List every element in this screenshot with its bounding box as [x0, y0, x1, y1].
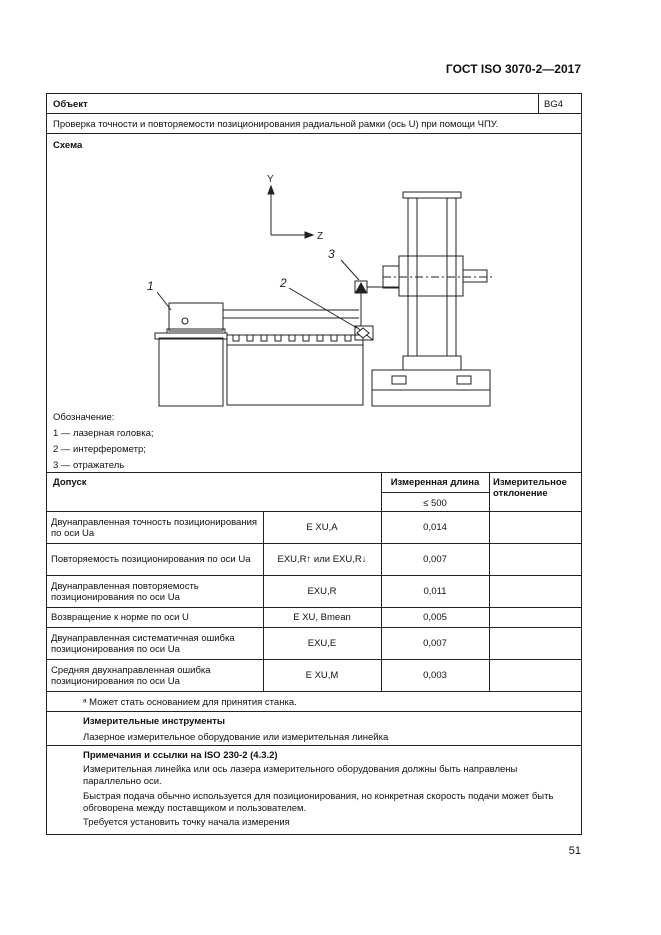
row-name: Возвращение к норме по оси U — [51, 612, 189, 623]
legend-title: Обозначение: — [53, 412, 115, 423]
legend-item-3: 3 — отражатель — [53, 460, 125, 471]
table-row — [47, 576, 581, 608]
instruments-section — [47, 712, 581, 746]
tolerance-label: Допуск — [53, 477, 87, 488]
footnote-row — [47, 692, 581, 712]
object-text: Проверка точности и повторяемости позиционирования радиальной рамки (ось U) при помощи ЧПУ. — [53, 119, 499, 130]
legend-item-2: 2 — интерферометр; — [53, 444, 146, 455]
length-column-value: ≤ 500 — [423, 498, 447, 509]
legend-item-1: 1 — лазерная головка; — [53, 428, 154, 439]
object-header-row — [47, 94, 581, 114]
row-symbol: E XU,A — [306, 522, 338, 533]
row-value: 0,005 — [423, 612, 447, 623]
notes-paragraph-1: Измерительная линейка или ось лазера измерительного оборудования должны быть направлены параллельно оси. — [83, 764, 518, 787]
scheme-label: Схема — [53, 140, 83, 151]
table-row — [47, 544, 581, 576]
machine-table-icon — [227, 335, 363, 405]
radial-drill-icon — [372, 192, 493, 406]
footnote: ᵃ Может стать основанием для принятия станка. — [83, 697, 297, 708]
row-symbol: EXU,E — [307, 638, 337, 649]
notes-paragraph-2: Быстрая подача обычно используется для позиционирования, но конкретная скорость подачи может быть обговорена между поставщиком и пользователем. — [83, 791, 554, 814]
notes-paragraph-3: Требуется установить точку начала измерения — [83, 817, 290, 828]
table-row — [47, 660, 581, 692]
callout-1: 1 — [147, 279, 154, 293]
object-text-row — [47, 114, 581, 134]
instruments-label: Измерительные инструменты — [83, 716, 226, 727]
row-symbol: EXU,R↑ или EXU,R↓ — [277, 554, 367, 565]
instruments-text: Лазерное измерительное оборудование или измерительная линейка — [83, 732, 389, 743]
row-value: 0,014 — [423, 522, 447, 533]
row-name: Средняя двухнаправленная ошибка позиционирования по оси Ua — [51, 664, 211, 687]
table-row — [47, 512, 581, 544]
row-symbol: E XU, Bmean — [293, 612, 351, 623]
check-card — [46, 93, 582, 835]
row-value: 0,003 — [423, 670, 447, 681]
axis-y-label: Y — [267, 174, 274, 185]
standard-header: ГОСТ ISO 3070-2—2017 — [445, 62, 581, 76]
row-symbol: E XU,M — [305, 670, 339, 681]
row-value: 0,011 — [423, 586, 447, 597]
axes-icon — [267, 174, 323, 242]
interferometer-icon — [355, 326, 373, 340]
object-code: BG4 — [544, 99, 564, 110]
notes-section — [47, 746, 581, 834]
axis-z-label: Z — [317, 231, 324, 242]
row-name: Двунаправленная повторяемость позиционирования по оси Ua — [51, 580, 199, 603]
row-value: 0,007 — [423, 554, 447, 565]
tolerance-header-row — [47, 472, 581, 512]
table-row — [47, 628, 581, 660]
row-name: Двунаправленная точность позиционирования по оси Ua — [51, 516, 258, 539]
row-symbol: EXU,R — [307, 586, 337, 597]
scheme-section — [47, 134, 581, 472]
notes-label: Примечания и ссылки на ISO 230-2 (4.3.2) — [83, 750, 278, 761]
deviation-column-header: Измерительное отклонение — [493, 477, 567, 499]
row-name: Двунаправленная систематичная ошибка позиционирования по оси Ua — [51, 632, 235, 655]
table-row — [47, 608, 581, 628]
callout-3: 3 — [328, 247, 335, 261]
object-label: Объект — [53, 99, 88, 110]
callout-2: 2 — [280, 276, 287, 290]
row-value: 0,007 — [423, 638, 447, 649]
page-number: 51 — [568, 845, 581, 857]
row-name: Повторяемость позиционирования по оси Ua — [51, 554, 251, 565]
length-column-header: Измеренная длина — [390, 477, 480, 488]
scheme-drawing — [47, 152, 583, 427]
laser-head-icon — [155, 303, 359, 406]
